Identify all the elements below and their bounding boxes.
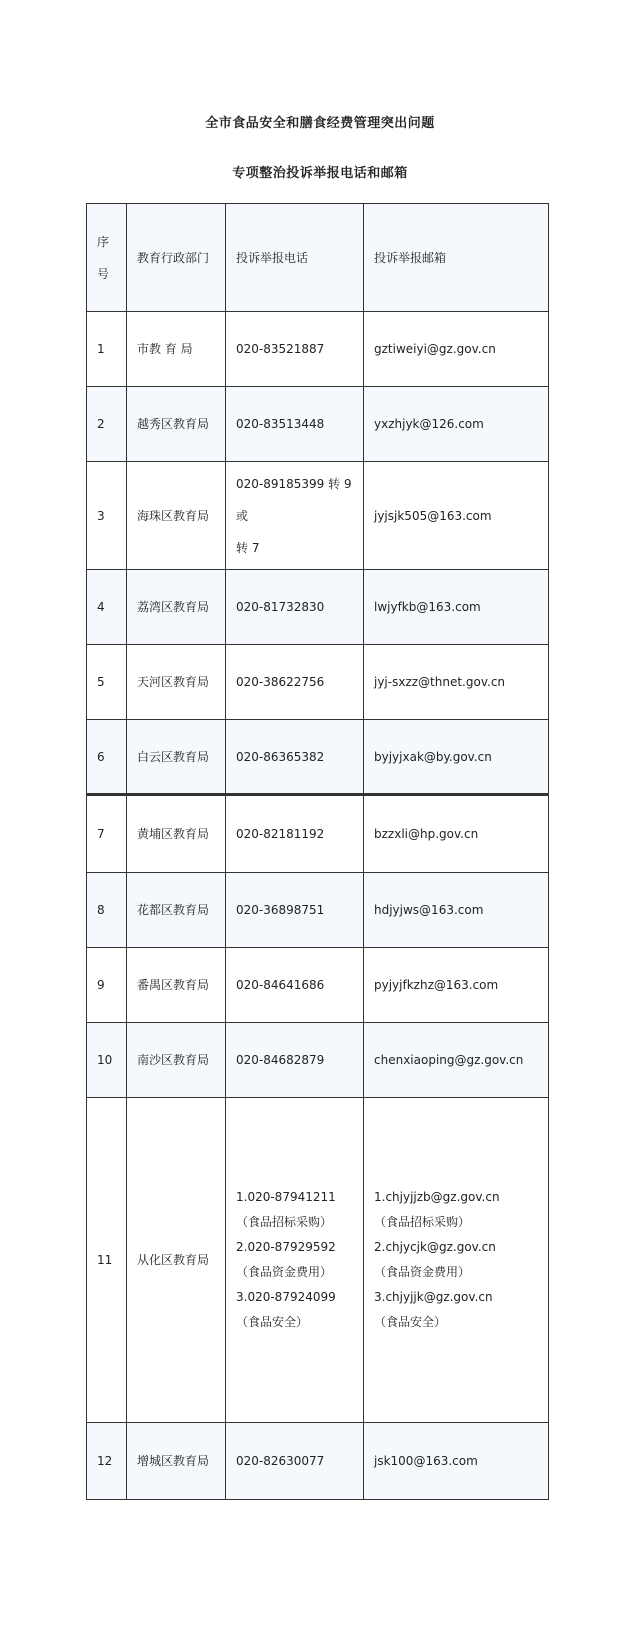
- row-phone: [226, 1098, 364, 1423]
- table-row: [87, 387, 549, 462]
- row-email: bzzxli@hp.gov.cn: [364, 795, 549, 873]
- row-phone: 020-83521887: [226, 312, 364, 387]
- row-email: byjyjxak@by.gov.cn: [364, 720, 549, 795]
- row-email: jsk100@163.com: [364, 1423, 549, 1500]
- row-phone: [226, 462, 364, 570]
- row-email: [364, 1098, 549, 1423]
- complaint-contact-table: [86, 203, 549, 1500]
- row-email-line: （食品资金费用）: [374, 1265, 471, 1279]
- table-header-row: [87, 204, 549, 312]
- table-row: [87, 948, 549, 1023]
- row-phone-line: 转 7: [236, 540, 260, 555]
- row-index: 10: [87, 1023, 127, 1098]
- row-dept: 市教 育 局: [127, 312, 226, 387]
- row-phone-line: （食品招标采购）: [236, 1215, 333, 1229]
- row-email: jyj-sxzz@thnet.gov.cn: [364, 645, 549, 720]
- row-email-line: 3.chjyjjk@gz.gov.cn: [374, 1290, 493, 1304]
- table-row: [87, 1023, 549, 1098]
- table-row: [87, 1423, 549, 1500]
- row-dept: 荔湾区教育局: [127, 570, 226, 645]
- row-index: 9: [87, 948, 127, 1023]
- row-phone-line: 020-89185399 转 9 或: [236, 476, 352, 523]
- header-index: 序 号: [87, 204, 127, 312]
- row-email-line: 2.chjycjk@gz.gov.cn: [374, 1240, 496, 1254]
- row-dept: 南沙区教育局: [127, 1023, 226, 1098]
- row-phone: 020-83513448: [226, 387, 364, 462]
- row-phone-line: 2.020-87929592: [236, 1240, 336, 1254]
- row-email: chenxiaoping@gz.gov.cn: [364, 1023, 549, 1098]
- row-email: pyjyjfkzhz@163.com: [364, 948, 549, 1023]
- row-phone: 020-86365382: [226, 720, 364, 795]
- row-phone-line: 1.020-87941211: [236, 1190, 336, 1204]
- table-row: [87, 645, 549, 720]
- row-email-line: （食品招标采购）: [374, 1215, 471, 1229]
- row-index: 11: [87, 1098, 127, 1423]
- row-index: 4: [87, 570, 127, 645]
- table-row: [87, 1098, 549, 1423]
- row-index: 3: [87, 462, 127, 570]
- document-subtitle: 专项整治投诉举报电话和邮箱: [232, 166, 408, 181]
- table-row: [87, 873, 549, 948]
- row-index: 1: [87, 312, 127, 387]
- table-row: [87, 462, 549, 570]
- header-phone: 投诉举报电话: [226, 204, 364, 312]
- row-dept: 花都区教育局: [127, 873, 226, 948]
- row-email: hdjyjws@163.com: [364, 873, 549, 948]
- row-phone: 020-38622756: [226, 645, 364, 720]
- row-email-line: （食品安全）: [374, 1315, 447, 1329]
- row-email: jyjsjk505@163.com: [364, 462, 549, 570]
- table-row: [87, 720, 549, 795]
- row-phone: 020-82630077: [226, 1423, 364, 1500]
- row-email-line: 1.chjyjjzb@gz.gov.cn: [374, 1190, 500, 1204]
- row-dept: 白云区教育局: [127, 720, 226, 795]
- table-row: [87, 312, 549, 387]
- row-dept: 天河区教育局: [127, 645, 226, 720]
- row-phone-line: （食品安全）: [236, 1315, 309, 1329]
- row-phone: 020-36898751: [226, 873, 364, 948]
- document-title: 全市食品安全和膳食经费管理突出问题: [205, 116, 435, 131]
- row-phone: 020-82181192: [226, 795, 364, 873]
- row-phone-line: （食品资金费用）: [236, 1265, 333, 1279]
- row-index: 8: [87, 873, 127, 948]
- row-phone: 020-84641686: [226, 948, 364, 1023]
- header-email: 投诉举报邮箱: [364, 204, 549, 312]
- row-email: yxzhjyk@126.com: [364, 387, 549, 462]
- row-dept: 海珠区教育局: [127, 462, 226, 570]
- row-phone: 020-84682879: [226, 1023, 364, 1098]
- row-phone: 020-81732830: [226, 570, 364, 645]
- row-email: gztiweiyi@gz.gov.cn: [364, 312, 549, 387]
- row-dept: 越秀区教育局: [127, 387, 226, 462]
- row-index: 2: [87, 387, 127, 462]
- row-index: 12: [87, 1423, 127, 1500]
- header-dept: 教育行政部门: [127, 204, 226, 312]
- row-index: 5: [87, 645, 127, 720]
- row-index: 7: [87, 795, 127, 873]
- row-dept: 增城区教育局: [127, 1423, 226, 1500]
- table-row: [87, 795, 549, 873]
- row-dept: 从化区教育局: [127, 1098, 226, 1423]
- table-row: [87, 570, 549, 645]
- row-phone-line: 3.020-87924099: [236, 1290, 336, 1304]
- row-email: lwjyfkb@163.com: [364, 570, 549, 645]
- row-dept: 番禺区教育局: [127, 948, 226, 1023]
- row-index: 6: [87, 720, 127, 795]
- row-dept: 黄埔区教育局: [127, 795, 226, 873]
